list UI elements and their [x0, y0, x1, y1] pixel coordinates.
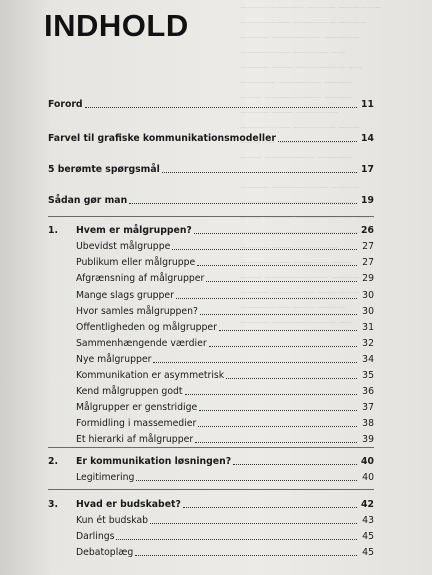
leader-dots	[233, 463, 357, 465]
leader-dots	[162, 171, 357, 173]
section-label: Ubevidst målgruppe	[76, 241, 171, 252]
toc-chapter-3[interactable]	[48, 496, 374, 510]
leader-dots	[136, 479, 357, 481]
toc-entry-page: 19	[361, 195, 374, 206]
chapter-number: 3.	[48, 499, 59, 510]
leader-dots	[183, 506, 357, 508]
toc-entry-label: Forord	[48, 99, 83, 110]
section-page: 30	[362, 306, 374, 317]
toc-entry-farvel[interactable]	[48, 130, 374, 144]
chapter-label: Hvem er målgruppen?	[76, 225, 192, 236]
leader-dots	[153, 361, 357, 363]
leader-dots	[226, 377, 357, 379]
leader-dots	[172, 248, 357, 250]
section-label: Mange slags grupper	[76, 290, 174, 301]
toc-section[interactable]	[76, 415, 374, 429]
toc-section[interactable]	[76, 270, 374, 284]
section-page: 45	[362, 531, 374, 542]
section-label: Afgrænsning af målgrupper	[76, 273, 205, 284]
section-page: 32	[362, 338, 374, 349]
section-label: Legitimering	[76, 472, 135, 483]
section-page: 38	[362, 418, 374, 429]
toc-section[interactable]	[76, 287, 374, 301]
leader-dots	[194, 232, 357, 234]
leader-dots	[199, 409, 357, 411]
leader-dots	[116, 538, 357, 540]
section-label: Debatoplæg	[76, 547, 134, 558]
section-label: Publikum eller målgruppe	[76, 257, 196, 268]
toc-section[interactable]	[76, 351, 374, 365]
section-page: 37	[362, 402, 374, 413]
toc-section[interactable]	[76, 303, 374, 317]
toc-section[interactable]	[76, 254, 374, 268]
toc-section[interactable]	[76, 544, 374, 558]
section-label: Offentligheden og målgrupper	[76, 322, 217, 333]
divider	[48, 216, 374, 217]
toc-section[interactable]	[76, 512, 374, 526]
toc-section[interactable]	[76, 528, 374, 542]
chapter-page: 42	[361, 499, 374, 510]
toc-section[interactable]	[76, 335, 374, 349]
toc-chapter-2[interactable]	[48, 453, 374, 467]
leader-dots	[85, 106, 357, 108]
section-page: 43	[362, 515, 374, 526]
toc-section[interactable]	[76, 383, 374, 397]
leader-dots	[206, 280, 357, 282]
section-page: 31	[362, 322, 374, 333]
toc-entry-saadan[interactable]	[48, 192, 374, 206]
chapter-page: 40	[361, 456, 374, 467]
leader-dots	[219, 329, 357, 331]
chapter-label: Er kommunikation løsningen?	[76, 456, 232, 467]
toc-section[interactable]	[76, 319, 374, 333]
section-label: Kend målgruppen godt	[76, 386, 183, 397]
section-label: Kun ét budskab	[76, 515, 149, 526]
leader-dots	[209, 345, 357, 347]
toc-entry-label: Sådan gør man	[48, 195, 128, 206]
section-page: 39	[362, 434, 374, 445]
chapter-number: 2.	[48, 456, 59, 467]
toc-section[interactable]	[76, 469, 374, 483]
section-page: 45	[362, 547, 374, 558]
leader-dots	[185, 393, 357, 395]
section-label: Nye målgrupper	[76, 354, 152, 365]
chapter-number: 1.	[48, 225, 59, 236]
leader-dots	[197, 264, 357, 266]
toc-entry-forord[interactable]	[48, 96, 374, 110]
show-through-text: ————————— ———— —————— ——————— —————— ———— ———— ——————— ————— ——————— ————— —— ———— ——— ——————— —— ————— —————— ———— ——— ———————— ———— ———— ——— —————— ——————— —————— ——— ————— ——— ——————— ——— ——————— ————— —————— ———— —————— ———— ———————— ———— ——————— ——— ————— ——— ———— ———————— —— —————— ——————— ——— ———— ——— —————— ——————— ————— ——— ——— ————————— ———— ———— —————— —————— ——————— ——— ———— ———— ————————— ——	[240, 3, 382, 326]
section-page: 30	[362, 290, 374, 301]
toc-entry-label: 5 berømte spørgsmål	[48, 164, 160, 175]
section-page: 29	[362, 273, 374, 284]
section-page: 35	[362, 370, 374, 381]
toc-section[interactable]	[76, 431, 374, 445]
divider	[48, 489, 374, 490]
toc-section[interactable]	[76, 399, 374, 413]
leader-dots	[195, 441, 357, 443]
section-page: 27	[362, 241, 374, 252]
divider	[48, 447, 374, 448]
chapter-label: Hvad er budskabet?	[76, 499, 181, 510]
toc-entry-page: 14	[361, 133, 374, 144]
leader-dots	[129, 202, 357, 204]
section-page: 27	[362, 257, 374, 268]
page-title: INDHOLD	[44, 8, 189, 43]
section-label: Darlings	[76, 531, 115, 542]
toc-entry-spoergsmaal[interactable]	[48, 161, 374, 175]
section-page: 40	[362, 472, 374, 483]
leader-dots	[150, 522, 357, 524]
toc-section[interactable]	[76, 367, 374, 381]
section-label: Kommunikation er asymmetrisk	[76, 370, 225, 381]
section-label: Målgrupper er genstridige	[76, 402, 198, 413]
toc-entry-page: 11	[361, 99, 374, 110]
leader-dots	[135, 554, 357, 556]
section-label: Sammenhængende værdier	[76, 338, 207, 349]
leader-dots	[176, 297, 357, 299]
section-label: Hvor samles målgruppen?	[76, 306, 198, 317]
toc-section[interactable]	[76, 238, 374, 252]
toc-entry-label: Farvel til grafiske kommunikationsmodeller	[48, 133, 276, 144]
leader-dots	[200, 313, 357, 315]
section-page: 34	[362, 354, 374, 365]
toc-entry-page: 17	[361, 164, 374, 175]
toc-chapter-1[interactable]	[48, 222, 374, 236]
chapter-page: 26	[361, 225, 374, 236]
section-page: 36	[362, 386, 374, 397]
leader-dots	[278, 140, 357, 142]
leader-dots	[198, 425, 357, 427]
section-label: Et hierarki af målgrupper	[76, 434, 194, 445]
section-label: Formidling i massemedier	[76, 418, 197, 429]
